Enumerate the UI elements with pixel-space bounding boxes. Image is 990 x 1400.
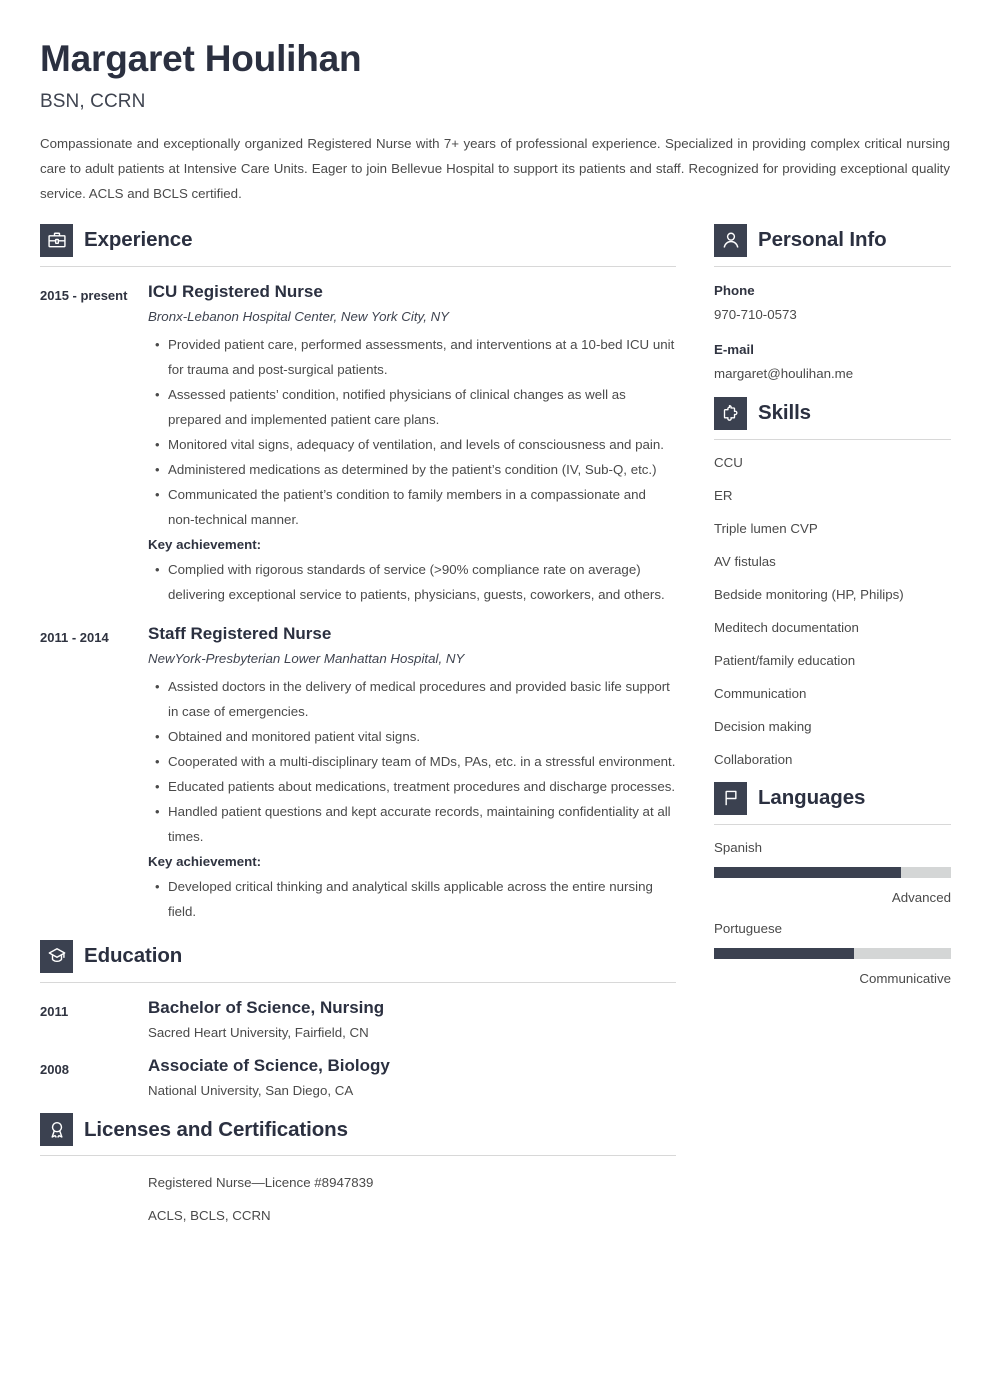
email-value[interactable]: margaret@houlihan.me [714,365,854,381]
licenses-title: Licenses and Certifications [84,1117,348,1141]
education-entry [40,1055,676,1103]
phone-label: Phone [714,282,755,298]
bullet-item: • Handled patient questions and kept accurate records, maintaining confidentiality at all times. [148,799,676,849]
language-item [714,918,951,989]
job-title: BSN, CCRN [40,90,146,112]
entry-date: 2011 [40,1003,69,1019]
entry-date: 2011 - 2014 [40,629,109,645]
email-label: E-mail [714,341,754,357]
license-item: ACLS, BCLS, CCRN [148,1208,271,1224]
entry-body [148,997,676,1045]
entry-key-achievements [148,874,676,924]
bullet-item: • Cooperated with a multi-disciplinary team of MDs, PAs, etc. in a stressful environment. [148,749,676,774]
entry-school: Sacred Heart University, Fairfield, CN [148,1025,369,1041]
language-level: Advanced [891,889,951,905]
language-level: Communicative [859,970,951,986]
licenses-divider [40,1155,676,1156]
entry-date: 2015 - present [40,287,128,303]
sidebar-column [714,224,951,999]
experience-divider [40,266,676,267]
resume-body [40,224,950,1237]
flag-icon [714,782,747,815]
bullet-item: • Developed critical thinking and analytical skills applicable across the entire nursing field. [148,874,676,924]
experience-entry [40,281,676,607]
personal-info-divider [714,266,951,267]
resume-header [40,38,950,206]
language-progress-fill [714,948,854,959]
entry-employer: Bronx-Lebanon Hospital Center, New York City, NY [148,308,450,324]
bullet-item: • Communicated the patient’s condition to family members in a compassionate and non-technical manner. [148,482,676,532]
skill-item: Patient/family education [714,652,856,668]
entry-body [148,281,676,607]
bullet-item: • Provided patient care, performed assessments, and interventions at a 10-bed ICU unit for trauma and post-surgical patients. [148,332,676,382]
language-item [714,837,951,908]
skill-item: Decision making [714,718,812,734]
skills-title: Skills [758,401,811,425]
entry-school: National University, San Diego, CA [148,1083,354,1099]
skill-item: Communication [714,685,807,701]
person-icon [714,224,747,257]
skill-item: ER [714,487,733,503]
entry-body [148,623,676,924]
bullet-item: • Educated patients about medications, treatment procedures and discharge processes. [148,774,676,799]
bullet-item: • Assisted doctors in the delivery of medical procedures and provided basic life support in case of emergencies. [148,674,676,724]
bullet-item: • Complied with rigorous standards of service (>90% compliance rate on average) delivering exceptional service to patients, physicians, guests, coworkers, and others. [148,557,676,607]
key-achievement-label: Key achievement: [148,853,262,869]
entry-date: 2008 [40,1062,69,1078]
licenses-section [40,1113,676,1228]
main-column [40,224,676,1237]
languages-section [714,782,951,989]
bullet-item: • Obtained and monitored patient vital signs. [148,724,676,749]
licenses-list [40,1170,676,1228]
education-divider [40,982,676,983]
language-progress-bar [714,948,951,959]
entry-job-title: ICU Registered Nurse [148,281,323,301]
entry-bullets [148,674,676,849]
skill-item: AV fistulas [714,553,776,569]
personal-info-title: Personal Info [758,228,887,252]
skill-item: Collaboration [714,751,793,767]
bullet-item: • Assessed patients’ condition, notified physicians of clinical changes as well as prepared and implemented patient care plans. [148,382,676,432]
personal-info-heading [714,224,951,263]
skills-divider [714,439,951,440]
full-name: Margaret Houlihan [40,38,362,79]
key-achievement-label: Key achievement: [148,536,262,552]
education-section [40,940,676,1104]
experience-title: Experience [84,228,193,252]
licenses-heading [40,1113,676,1152]
entry-employer: NewYork-Presbyterian Lower Manhattan Hospital, NY [148,650,465,666]
skill-item: Bedside monitoring (HP, Philips) [714,586,904,602]
entry-degree: Associate of Science, Biology [148,1056,390,1076]
skill-item: Triple lumen CVP [714,520,818,536]
experience-heading [40,224,676,263]
language-name: Portuguese [714,920,783,936]
education-heading [40,940,676,979]
entry-bullets [148,332,676,532]
skills-section [714,397,951,770]
graduation-cap-icon [40,940,73,973]
bullet-item: • Monitored vital signs, adequacy of ventilation, and levels of consciousness and pain. [148,432,676,457]
skill-item: CCU [714,454,743,470]
experience-section [40,224,676,924]
languages-title: Languages [758,786,866,810]
languages-divider [714,824,951,825]
professional-summary: Compassionate and exceptionally organized Registered Nurse with 7+ years of professional experience. Specialized in providing complex critical nursing care to adult patients at Intensive Care Units. Eager to join Bellevue Hospital to support its patients and staff. Recognized for providing exceptional quality service. ACLS and BCLS certified. [40,135,950,201]
puzzle-piece-icon [714,397,747,430]
language-progress-fill [714,867,901,878]
skills-heading [714,397,951,436]
entry-body [148,1055,676,1103]
personal-info-section [714,224,951,386]
experience-entry [40,623,676,924]
skill-item: Meditech documentation [714,619,859,635]
language-name: Spanish [714,839,763,855]
language-progress-bar [714,867,951,878]
education-title: Education [84,944,183,968]
entry-job-title: Staff Registered Nurse [148,623,332,643]
phone-value[interactable]: 970-710-0573 [714,306,797,322]
entry-key-achievements [148,557,676,607]
briefcase-icon [40,224,73,257]
license-item: Registered Nurse—Licence #8947839 [148,1175,374,1191]
bullet-item: • Administered medications as determined by the patient’s condition (IV, Sub-Q, etc.) [148,457,676,482]
award-ribbon-icon [40,1113,73,1146]
languages-heading [714,782,951,821]
entry-degree: Bachelor of Science, Nursing [148,997,385,1017]
education-entry [40,997,676,1045]
